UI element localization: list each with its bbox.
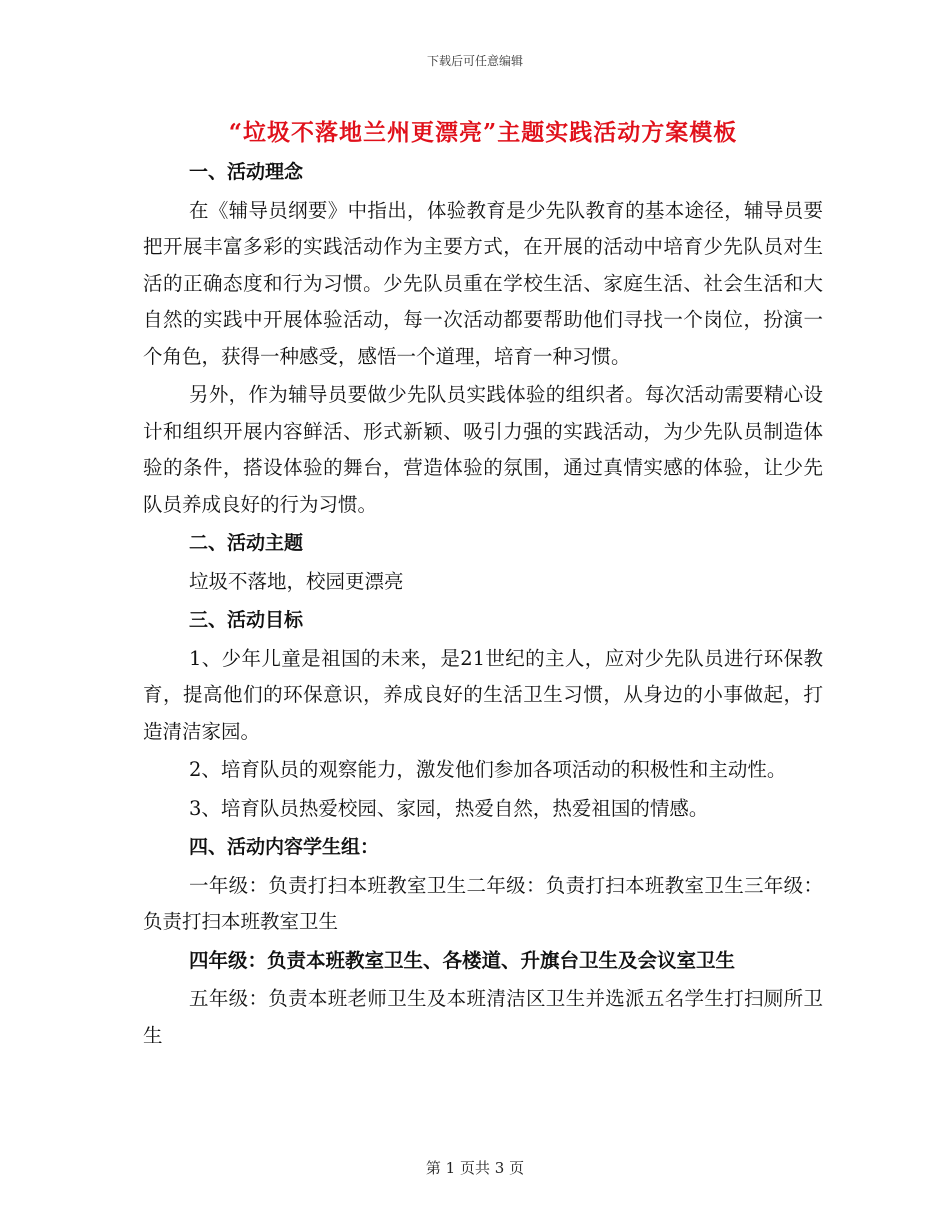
section-1-heading: 一、活动理念 (189, 161, 304, 183)
section-3-paragraph-1: 1、少年儿童是祖国的未来，是21世纪的主人，应对少先队员进行环保教育，提高他们的环保意识，养成良好的生活卫生习惯，从身边的小事做起，打造清洁家园。 (143, 646, 823, 743)
section-2-heading: 二、活动主题 (189, 532, 304, 554)
section-4-paragraph-1: 一年级：负责打扫本班教室卫生二年级：负责打扫本班教室卫生三年级：负责打扫本班教室卫生 (143, 873, 823, 933)
section-1-paragraph-1: 在《辅导员纲要》中指出，体验教育是少先队教育的基本途径，辅导员要把开展丰富多彩的实践活动作为主要方式，在开展的活动中培育少先队员对生活的正确态度和行为习惯。少先队员重在学校生活、家庭生活、社会生活和大自然的实践中开展体验活动，每一次活动都要帮助他们寻找一个岗位，扮演一个角色，获得一种感受，感悟一个道理，培育一种习惯。 (143, 198, 823, 368)
section-4-paragraph-2: 四年级：负责本班教室卫生、各楼道、升旗台卫生及会议室卫生 (189, 948, 736, 972)
section-3-heading: 三、活动目标 (189, 609, 304, 631)
page-footer: 第 1 页共 3 页 (425, 1159, 525, 1177)
section-3-paragraph-2: 2、培育队员的观察能力，激发他们参加各项活动的积极性和主动性。 (189, 758, 787, 781)
section-3-paragraph-3: 3、培育队员热爱校园、家园，热爱自然，热爱祖国的情感。 (189, 796, 709, 820)
page-header: 下载后可任意编辑 (426, 54, 523, 68)
section-4-paragraph-3: 五年级：负责本班老师卫生及本班清洁区卫生并选派五名学生打扫厕所卫生 (143, 987, 823, 1047)
section-1-paragraph-2: 另外，作为辅导员要做少先队员实践体验的组织者。每次活动需要精心设计和组织开展内容鲜活、形式新颖、吸引力强的实践活动，为少先队员制造体验的条件，搭设体验的舞台，营造体验的氛围，通过真情实感的体验，让少先队员养成良好的行为习惯。 (143, 383, 823, 516)
document-title: “垃圾不落地兰州更漂亮”主题实践活动方案模板 (228, 119, 738, 146)
section-4-heading: 四、活动内容学生组： (189, 836, 380, 858)
section-2-paragraph-1: 垃圾不落地，校园更漂亮 (189, 569, 404, 593)
document-body (143, 152, 823, 1056)
